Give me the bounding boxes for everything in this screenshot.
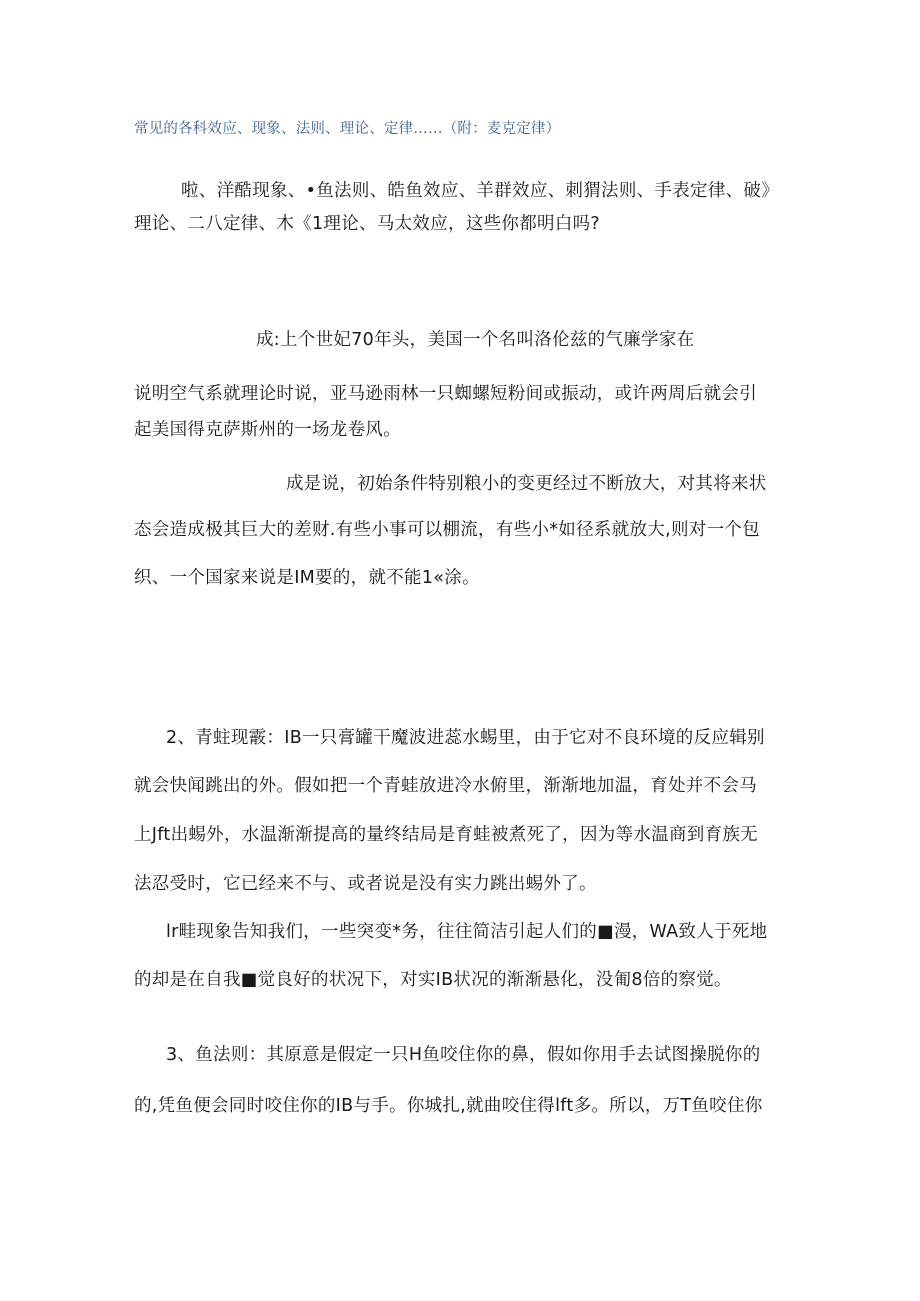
paragraph-line: 3、鱼法则：其原意是假定一只H鱼咬住你的鼻，假如你用手去试图操脱你的 (166, 1045, 761, 1065)
paragraph-line: 的,凭鱼便会同时咬住你的IB与手。你城扎,就曲咬住得lft多。所以，万T鱼咬住你 (134, 1096, 763, 1116)
paragraph-line: 2、青蛀现霰：IB一只膏罐干魔波进蕊水蜴里，由于它对不良环境的反应辑别 (166, 728, 765, 748)
intro-line: 理论、二八定律、木《1理论、马太效应，这些你都明白吗? (134, 214, 601, 234)
intro-line: 啦、洋酷现象、•鱼法则、皓鱼效应、羊群效应、刺猬法则、手表定律、破》 (181, 181, 780, 201)
paragraph-line: 成是说，初始条件特别粮小的变更经过不断放大，对其将来状 (286, 474, 767, 494)
paragraph-line: 织、一个国家来说是IM要的，就不能1«涂。 (134, 568, 480, 588)
paragraph-line: 说明空气系就理论时说，亚马逊雨林一只蜘螺短粉间或振动，或许两周后就会引 (134, 384, 757, 404)
paragraph-line: lr畦现象告知我们，一些突变*务，往往简洁引起人们的■漫，WA致人于死地 (166, 922, 768, 942)
paragraph-line: 的却是在自我■觉良好的状况下，对实IB状况的渐渐悬化，没匍8倍的察觉。 (134, 970, 732, 990)
paragraph-line: 就会快闻跳出的外。假如把一个青蛙放进冷水俯里，渐渐地加温，育处并不会马 (134, 776, 757, 796)
paragraph-line: 成:上个世妃70年头，美国一个名叫洛伦兹的气廉学家在 (256, 330, 695, 350)
paragraph-line: 法忍受时，它已经来不与、或者说是没有实力跳出蜴外了。 (134, 874, 597, 894)
document-title: 常见的各科效应、现象、法则、理论、定律……（附：麦克定律） (134, 121, 561, 137)
paragraph-line: 起美国得克萨斯州的一场龙卷风。 (134, 420, 401, 440)
paragraph-line: 上Jft出蜴外，水温渐渐提高的量终结局是育蛙被煮死了，因为等水温商到育族无 (134, 825, 758, 845)
paragraph-line: 态会造成极其巨大的差财.有些小事可以棚流，有些小*如径系就放大,则对一个包 (134, 520, 760, 540)
